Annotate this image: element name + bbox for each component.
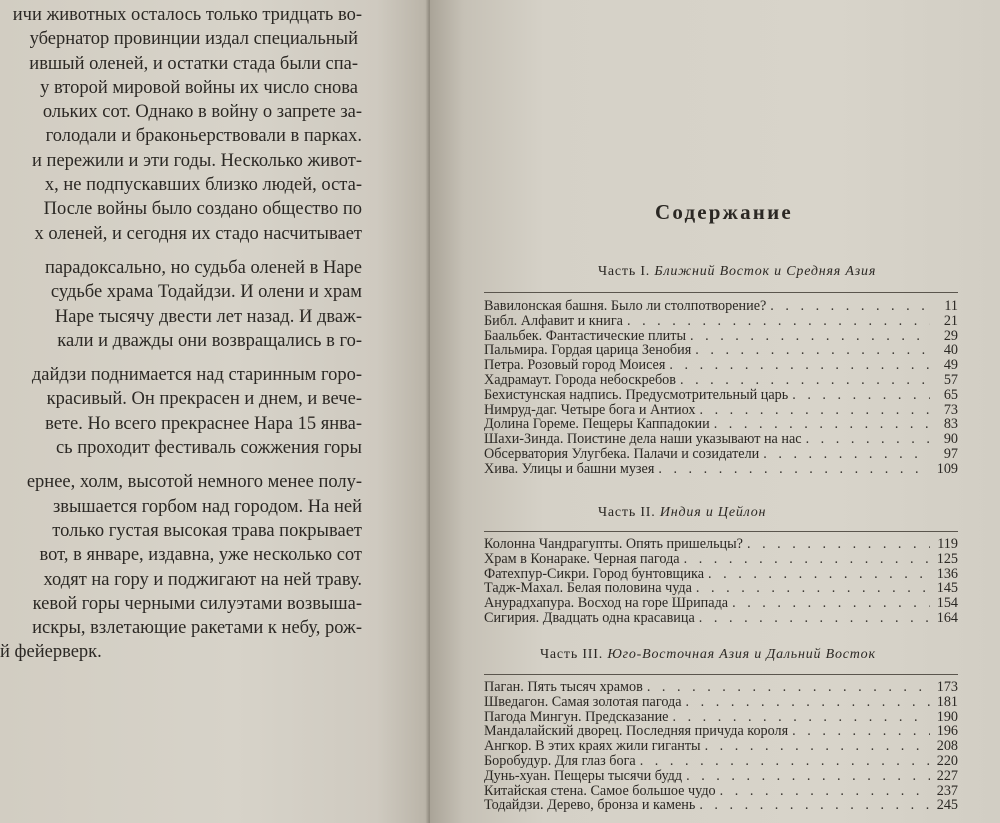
leader-dots (716, 784, 930, 799)
toc-entry (484, 417, 958, 432)
text-line: и пережили и эти годы. Несколько живот- (32, 150, 362, 171)
toc-entry-title: Пальмира. Гордая царица Зенобия (484, 343, 692, 359)
text-line: вете. Но всего прекраснее Нара 15 янва- (45, 413, 362, 434)
text-line: й фейерверк. (0, 642, 102, 663)
toc-entry (484, 596, 958, 611)
toc-entry-title: Храм в Конараке. Черная пагода (484, 551, 680, 567)
leader-dots (686, 329, 930, 344)
leader-dots (728, 596, 930, 611)
leader-dots (788, 724, 930, 739)
text-line: голодали и браконьерствовали в парках. (45, 126, 362, 147)
toc-entry (484, 358, 958, 373)
toc-entry (484, 432, 958, 447)
toc-entry-page: 173 (936, 680, 958, 695)
toc-entry-title: Сигирия. Двадцать одна красавица (484, 610, 695, 626)
toc-entry-page: 227 (936, 768, 958, 784)
toc-entry-page: 145 (936, 581, 958, 597)
toc-entry-title: Шахи-Зинда. Поистине дела наши указывают на нас (484, 432, 802, 447)
text-line: судьбе храма Тодайдзи. И олени и храм (50, 282, 362, 303)
toc-entry-title: Фатехпур-Сикри. Город бунтовщика (484, 566, 705, 582)
toc-entry-page: 196 (936, 724, 958, 740)
text-line: вот, в январе, издавна, уже несколько сот (39, 545, 362, 566)
part-label: Часть I. (598, 264, 651, 279)
toc-entry-page: 154 (936, 596, 958, 611)
toc-entry-title: Боробудур. Для глаз бога (484, 753, 636, 769)
toc-entry (484, 403, 958, 418)
part-subtitle: Ближний Восток и Средняя Азия (654, 264, 877, 279)
toc-entry (484, 724, 958, 739)
toc-entry-page: 21 (943, 313, 958, 329)
part-label: Часть II. (598, 505, 656, 520)
toc-list-part-3 (484, 680, 958, 813)
toc-entry (484, 754, 958, 769)
toc-entry-title: Тадж-Махал. Белая половина чуда (484, 581, 692, 597)
toc-entry (484, 537, 958, 552)
toc-entry-page: 125 (936, 551, 958, 567)
toc-entry-title: Тодайдзи. Дерево, бронза и камень (484, 798, 696, 814)
part-heading-3 (540, 647, 876, 663)
leader-dots (665, 358, 930, 373)
text-line: искры, взлетающие ракетами к небу, рож- (32, 618, 362, 639)
toc-entry-page: 109 (936, 461, 958, 477)
leader-dots (788, 388, 930, 403)
text-line: сь проходит фестиваль сожжения горы (55, 438, 362, 459)
toc-entry-title: Хадрамаут. Города небоскребов (484, 372, 676, 388)
text-line: дайдзи поднимается над старинным горо- (31, 365, 362, 386)
leader-dots (701, 739, 930, 754)
leader-dots (695, 403, 930, 418)
leader-dots (643, 680, 930, 695)
text-line: убернатор провинции издал специальный (29, 29, 358, 50)
toc-entry (484, 343, 958, 358)
toc-entry-page: 245 (936, 798, 958, 814)
toc-entry-title: Пагода Мингун. Предсказание (484, 709, 669, 725)
part-heading-2 (598, 505, 766, 521)
toc-entry (484, 611, 958, 626)
toc-entry-page: 190 (936, 709, 958, 725)
leader-dots (668, 710, 930, 725)
leader-dots (680, 552, 930, 567)
text-line: у второй мировой войны их число снова (40, 77, 358, 98)
toc-entry-title: Шведагон. Самая золотая пагода (484, 694, 682, 710)
toc-entry-title: Мандалайский дворец. Последняя причуда короля (484, 724, 789, 740)
toc-entry (484, 447, 958, 462)
toc-entry (484, 552, 958, 567)
text-line: кали и дважды они возвращались в го- (57, 330, 362, 351)
toc-entry-page: 181 (936, 694, 958, 710)
toc-entry-page: 164 (936, 610, 958, 626)
leader-dots (636, 754, 930, 769)
toc-entry-title: Обсерватория Улугбека. Палачи и созидатели (484, 446, 760, 462)
toc-entry (484, 695, 958, 710)
toc-entry (484, 329, 958, 344)
toc-entry-page: 29 (943, 328, 958, 344)
section-rule (484, 292, 958, 293)
toc-entry-page: 65 (943, 387, 958, 403)
toc-entry-page: 208 (936, 739, 958, 754)
toc-entry-title: Паган. Пять тысяч храмов (484, 680, 643, 695)
text-line: ходят на гору и поджигают на ней траву. (43, 569, 362, 590)
text-line: только густая высокая трава покрывает (52, 520, 362, 541)
toc-entry-title: Петра. Розовый город Моисея (484, 358, 666, 373)
toc-entry-page: 90 (943, 432, 958, 447)
leader-dots (766, 299, 930, 314)
leader-dots (695, 611, 930, 626)
left-page (0, 0, 428, 823)
text-line: красивый. Он прекрасен и днем, и вече- (46, 389, 362, 410)
text-line: ольких сот. Однако в войну о запрете за- (42, 102, 362, 123)
leader-dots (623, 314, 930, 329)
part-heading-1 (598, 264, 876, 280)
toc-entry-title: Колонна Чандрагупты. Опять пришельцы? (484, 537, 743, 552)
toc-entry (484, 299, 958, 314)
toc-entry-title: Хива. Улицы и башни музея (484, 461, 655, 477)
toc-entry-page: 237 (936, 783, 958, 799)
toc-entry-page: 11 (944, 299, 958, 314)
toc-entry (484, 388, 958, 403)
toc-entry-title: Дунь-хуан. Пещеры тысячи будд (484, 768, 683, 784)
toc-entry (484, 769, 958, 784)
toc-entry (484, 798, 958, 813)
text-line: парадоксально, но судьба оленей в Наре (44, 257, 362, 278)
toc-entry (484, 567, 958, 582)
toc-entry-page: 220 (936, 753, 958, 769)
leader-dots (704, 567, 930, 582)
text-line: После войны было создано общество по (43, 199, 362, 220)
toc-entry (484, 314, 958, 329)
leader-dots (802, 432, 930, 447)
toc-list-part-1 (484, 299, 958, 477)
toc-entry-title: Баальбек. Фантастические плиты (484, 328, 686, 344)
toc-entry-title: Китайская стена. Самое большое чудо (484, 783, 716, 799)
leader-dots (654, 462, 930, 477)
leader-dots (743, 537, 930, 552)
toc-entry-title: Вавилонская башня. Было ли столпотворение? (484, 299, 767, 314)
toc-entry-title: Нимруд-даг. Четыре бога и Антиох (484, 402, 696, 418)
section-rule (484, 674, 958, 675)
toc-entry (484, 462, 958, 477)
text-line: х, не подпускавших близко людей, оста- (44, 175, 362, 196)
text-line: ившый оленей, и остатки стада были спа- (29, 53, 358, 74)
leader-dots (692, 581, 930, 596)
toc-entry-page: 83 (943, 417, 958, 433)
toc-title: Содержание (655, 200, 793, 224)
toc-entry-page: 57 (943, 372, 958, 388)
toc-entry (484, 710, 958, 725)
toc-entry-page: 49 (943, 358, 958, 373)
toc-list-part-2 (484, 537, 958, 626)
toc-entry-title: Ангкор. В этих краях жили гиганты (484, 739, 701, 754)
text-line: звышается горбом над городом. На ней (52, 496, 362, 517)
text-line: ичи животных осталось только тридцать во- (12, 5, 362, 25)
leader-dots (691, 343, 930, 358)
toc-entry-title: Анурадхапура. Восход на горе Шрипада (484, 596, 729, 611)
leader-dots (682, 769, 930, 784)
toc-entry (484, 680, 958, 695)
leader-dots (682, 695, 930, 710)
toc-entry-title: Долина Гореме. Пещеры Каппадокии (484, 417, 710, 433)
part-subtitle: Юго-Восточная Азия и Дальний Восток (607, 647, 876, 662)
leader-dots (710, 417, 930, 432)
text-line: ернее, холм, высотой немного менее полу- (26, 472, 362, 493)
toc-entry-page: 136 (936, 566, 958, 582)
leader-dots (759, 447, 930, 462)
toc-entry-title: Библ. Алфавит и книга (484, 313, 623, 329)
text-line: х оленей, и сегодня их стадо насчитывает (34, 223, 362, 244)
toc-entry (484, 581, 958, 596)
toc-entry (484, 739, 958, 754)
leader-dots (676, 373, 930, 388)
text-line: кевой горы черными силуэтами возвыша- (32, 593, 362, 614)
toc-entry (484, 784, 958, 799)
toc-entry-page: 97 (943, 446, 958, 462)
leader-dots (695, 798, 930, 813)
part-subtitle: Индия и Цейлон (659, 505, 767, 520)
toc-entry-page: 119 (937, 537, 958, 552)
section-rule (484, 531, 958, 532)
text-line: Наре тысячу двести лет назад. И дваж- (54, 306, 362, 327)
left-page-text (0, 3, 420, 665)
toc-entry-page: 73 (943, 402, 958, 418)
toc-entry-page: 40 (943, 343, 958, 359)
toc-entry (484, 373, 958, 388)
toc-entry-title: Бехистунская надпись. Предусмотрительный царь (484, 387, 789, 403)
part-label: Часть III. (540, 647, 604, 662)
